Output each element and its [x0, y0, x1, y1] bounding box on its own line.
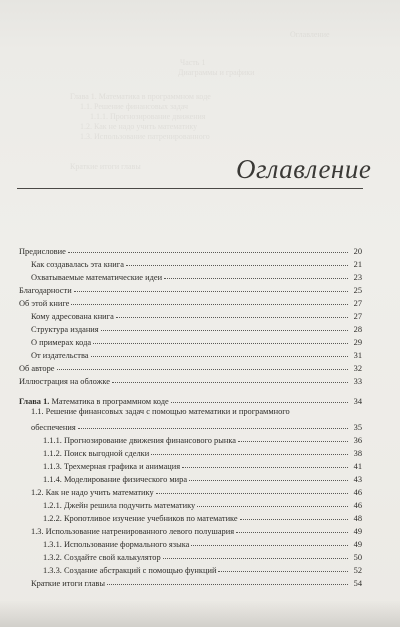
toc-entry[interactable] — [31, 309, 362, 321]
toc-entry-title: 1.1.4. Моделирование физического мира — [43, 475, 188, 484]
dot-leader — [164, 278, 348, 279]
toc-entry-title: Предисловие — [19, 247, 66, 256]
toc-entry-title: 1.3.1. Использование формального языка — [43, 540, 190, 549]
toc-entry[interactable] — [43, 472, 362, 484]
page-shadow — [0, 600, 400, 627]
toc-page-number: 52 — [353, 566, 362, 575]
bleed-line: Часть 1 — [180, 58, 206, 67]
toc-entry[interactable] — [19, 244, 362, 256]
toc-entry[interactable] — [31, 257, 362, 269]
bleed-line: Оглавление — [290, 30, 330, 39]
toc-entry[interactable] — [43, 537, 362, 549]
dot-leader — [218, 571, 348, 572]
toc-page-number: 46 — [353, 488, 362, 497]
toc-entry-title: 1.2.1. Джейн решила подучить математику — [43, 501, 196, 510]
toc-entry-line[interactable]: 1.1. Решение финансовых задач с помощью математики и программного — [31, 407, 290, 416]
toc-entry-title: 1.3. Использование натренированного левого полушария — [31, 527, 235, 536]
dot-leader — [171, 402, 348, 403]
toc-entry[interactable] — [43, 459, 362, 471]
dot-leader — [163, 558, 348, 559]
dot-leader — [197, 506, 348, 507]
dot-leader — [236, 532, 348, 533]
toc-entry[interactable] — [43, 498, 362, 510]
dot-leader — [74, 291, 348, 292]
toc-entry-title: 1.3.2. Создайте свой калькулятор — [43, 553, 161, 562]
dot-leader — [93, 343, 348, 344]
toc-entry-title: 1.2.2. Кропотливое изучение учебников по математике — [43, 514, 238, 523]
toc-entry-title: От издательства — [31, 351, 89, 360]
toc-entry[interactable] — [19, 374, 362, 386]
bleed-line: Диаграммы и графики — [178, 68, 255, 77]
toc-entry[interactable] — [43, 511, 362, 523]
dot-leader — [151, 454, 348, 455]
toc-entry[interactable] — [31, 524, 362, 536]
toc-entry-title: 1.1.1. Прогнозирование движения финансового рынка — [43, 436, 237, 445]
toc-entry-title: Иллюстрация на обложке — [19, 377, 111, 386]
dot-leader — [71, 304, 348, 305]
toc-entry[interactable] — [19, 361, 362, 373]
dot-leader — [68, 252, 348, 253]
toc-page-number: 49 — [353, 527, 362, 536]
toc-page-number: 28 — [353, 325, 362, 334]
bleed-line: 1.1. Решение финансовых задач — [80, 102, 189, 111]
toc-page-number: 27 — [353, 312, 362, 321]
toc-entry-title: 1.3.3. Создание абстракций с помощью функций — [43, 566, 217, 575]
toc-page-number: 31 — [353, 351, 362, 360]
toc-page-number: 29 — [353, 338, 362, 347]
toc-entry[interactable] — [43, 550, 362, 562]
dot-leader — [78, 428, 348, 429]
toc-entry-title: обеспечения — [31, 423, 76, 432]
toc-entry[interactable] — [31, 348, 362, 360]
toc-page-number: 32 — [353, 364, 362, 373]
dot-leader — [238, 441, 348, 442]
toc-entry[interactable] — [43, 446, 362, 458]
bleed-line: Глава 1. Математика в программном коде — [70, 92, 211, 101]
toc-page-number: 33 — [353, 377, 362, 386]
dot-leader — [191, 545, 348, 546]
toc-page-number: 35 — [353, 423, 362, 432]
dot-leader — [116, 317, 348, 318]
toc-page-number: 34 — [353, 397, 362, 406]
dot-leader — [112, 382, 348, 383]
toc-entry[interactable] — [31, 420, 362, 432]
dot-leader — [107, 584, 348, 585]
toc-page-number: 46 — [353, 501, 362, 510]
toc-entry-title: 1.2. Как не надо учить математику — [31, 488, 154, 497]
toc-entry-title: Математика в программном коде — [49, 397, 169, 406]
toc-entry[interactable] — [31, 576, 362, 588]
bleed-line: Краткие итоги главы — [70, 162, 141, 171]
toc-entry[interactable] — [43, 563, 362, 575]
toc-entry[interactable] — [31, 322, 362, 334]
toc-chapter-entry[interactable] — [19, 394, 362, 406]
toc-entry-title: Глава 1. — [19, 397, 50, 406]
toc-entry-title: 1.1.3. Трехмерная графика и анимация — [43, 462, 181, 471]
dot-leader — [156, 493, 348, 494]
toc-page-number: 21 — [353, 260, 362, 269]
toc-entry-title: Охватываемые математические идеи — [31, 273, 163, 282]
dot-leader — [91, 356, 348, 357]
bleed-line: 1.1.1. Прогнозирование движения — [90, 112, 206, 121]
toc-entry-title: Структура издания — [31, 325, 99, 334]
dot-leader — [101, 330, 348, 331]
toc-entry-title: 1.1.2. Поиск выгодной сделки — [43, 449, 150, 458]
toc-entry-title: Как создавалась эта книга — [31, 260, 124, 269]
toc-entry[interactable] — [31, 485, 362, 497]
toc-entry-title: Благодарности — [19, 286, 72, 295]
dot-leader — [57, 369, 348, 370]
toc-entry-title: Краткие итоги главы — [31, 579, 106, 588]
toc-page-number: 43 — [353, 475, 362, 484]
toc-page-number: 36 — [353, 436, 362, 445]
toc-entry-title: Об этой книге — [19, 299, 70, 308]
dot-leader — [240, 519, 348, 520]
toc-page-number: 54 — [353, 579, 362, 588]
toc-page-number: 48 — [353, 514, 362, 523]
toc-entry-title: Об авторе — [19, 364, 55, 373]
page-title: Оглавление — [236, 154, 372, 184]
toc-page-number: 41 — [353, 462, 362, 471]
toc-page-number: 49 — [353, 540, 362, 549]
toc-entry[interactable] — [43, 433, 362, 445]
toc-page-number: 50 — [353, 553, 362, 562]
toc-entry[interactable] — [31, 270, 362, 282]
toc-entry-title: Кому адресована книга — [31, 312, 114, 321]
toc-page-number: 27 — [353, 299, 362, 308]
dot-leader — [189, 480, 348, 481]
toc-entry-title: О примерах кода — [31, 338, 92, 347]
dot-leader — [182, 467, 348, 468]
toc-page-number: 20 — [353, 247, 362, 256]
toc-page-number: 23 — [353, 273, 362, 282]
bleed-line: 1.2. Как не надо учить математику — [80, 122, 198, 131]
dot-leader — [126, 265, 348, 266]
toc-entry[interactable] — [31, 335, 362, 347]
toc-entry[interactable] — [19, 283, 362, 295]
toc-entry[interactable] — [19, 296, 362, 308]
toc-page-number: 25 — [353, 286, 362, 295]
bleed-line: 1.3. Использование патренированного — [80, 132, 210, 141]
toc-page-number: 38 — [353, 449, 362, 458]
